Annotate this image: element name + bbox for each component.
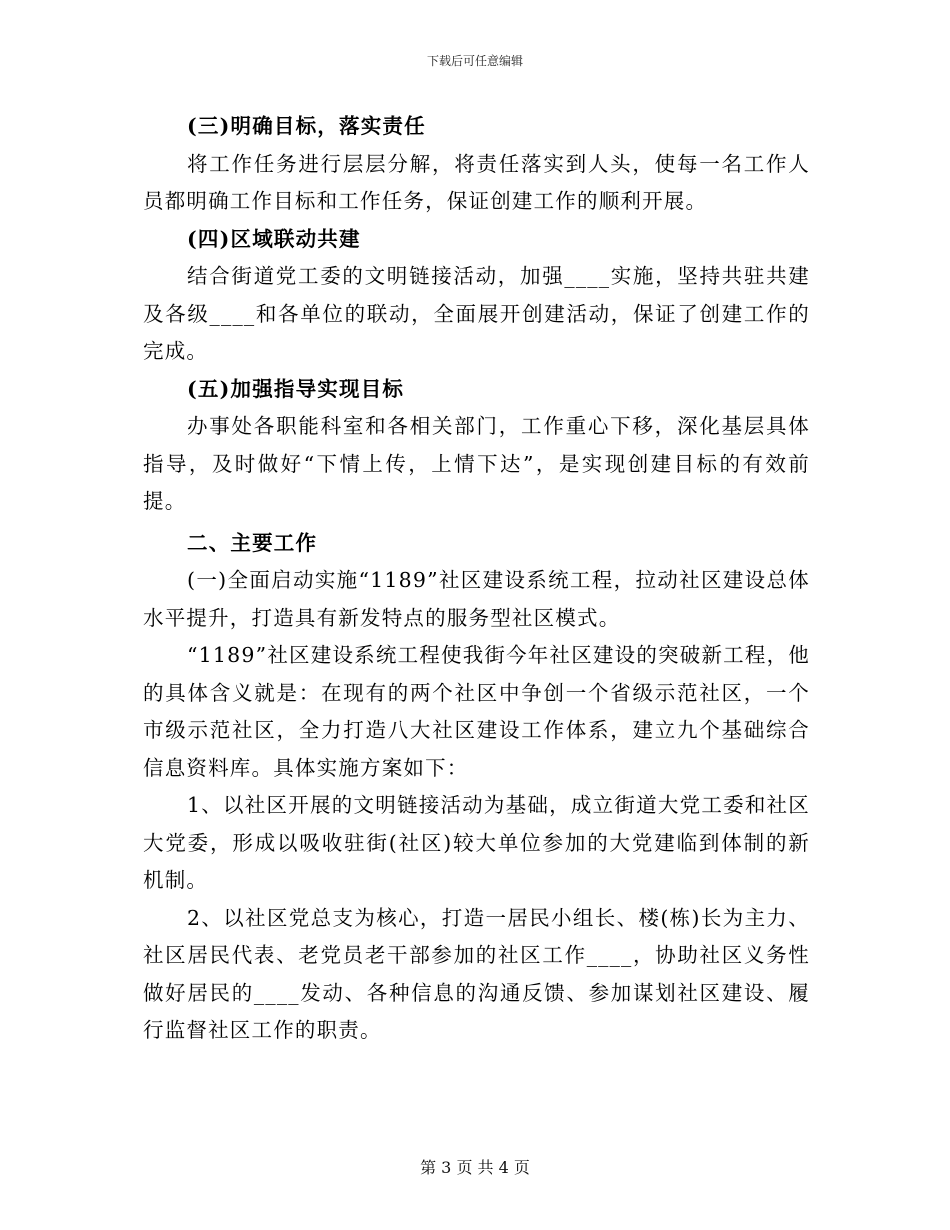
section-heading: (四)区域联动共建 — [187, 226, 361, 251]
body-paragraph: 办事处各职能科室和各相关部门，工作重心下移，深化基层具体指导，及时做好“下情上传，上情下达”，是实现创建目标的有效前提。 — [143, 414, 810, 513]
body-paragraph: 2、以社区党总支为核心，打造一居民小组长、楼(栋)长为主力、社区居民代表、老党员老干部参加的社区工作____，协助社区义务性做好居民的____发动、各种信息的沟通反馈、参加谋划社区建设、履行监督社区工作的职责。 — [143, 905, 810, 1042]
body-paragraph: 将工作任务进行层层分解，将责任落实到人头，使每一名工作人员都明确工作目标和工作任务，保证创建工作的顺利开展。 — [143, 151, 810, 213]
section-heading: 二、主要工作 — [187, 530, 318, 555]
body-paragraph: “1189”社区建设系统工程使我街今年社区建设的突破新工程，他的具体含义就是：在现有的两个社区中争创一个省级示范社区，一个市级示范社区，全力打造八大社区建设工作体系，建立九个基础综合信息资料库。具体实施方案如下： — [143, 643, 810, 780]
page-footer: 第 3 页 共 4 页 — [420, 1158, 530, 1177]
page-header: 下载后可任意编辑 — [426, 54, 523, 68]
section-heading: (三)明确目标，落实责任 — [187, 114, 426, 138]
section-heading: (五)加强指导实现目标 — [187, 376, 405, 401]
body-paragraph: 1、以社区开展的文明链接活动为基础，成立街道大党工委和社区大党委，形成以吸收驻街(社区)较大单位参加的大党建临到体制的新机制。 — [143, 793, 810, 892]
document-body — [143, 108, 810, 1050]
body-paragraph: (一)全面启动实施“1189”社区建设系统工程，拉动社区建设总体水平提升，打造具有新发特点的服务型社区模式。 — [143, 568, 810, 630]
body-paragraph: 结合街道党工委的文明链接活动，加强____实施，坚持共驻共建及各级____和各单位的联动，全面展开创建活动，保证了创建工作的完成。 — [143, 264, 810, 363]
